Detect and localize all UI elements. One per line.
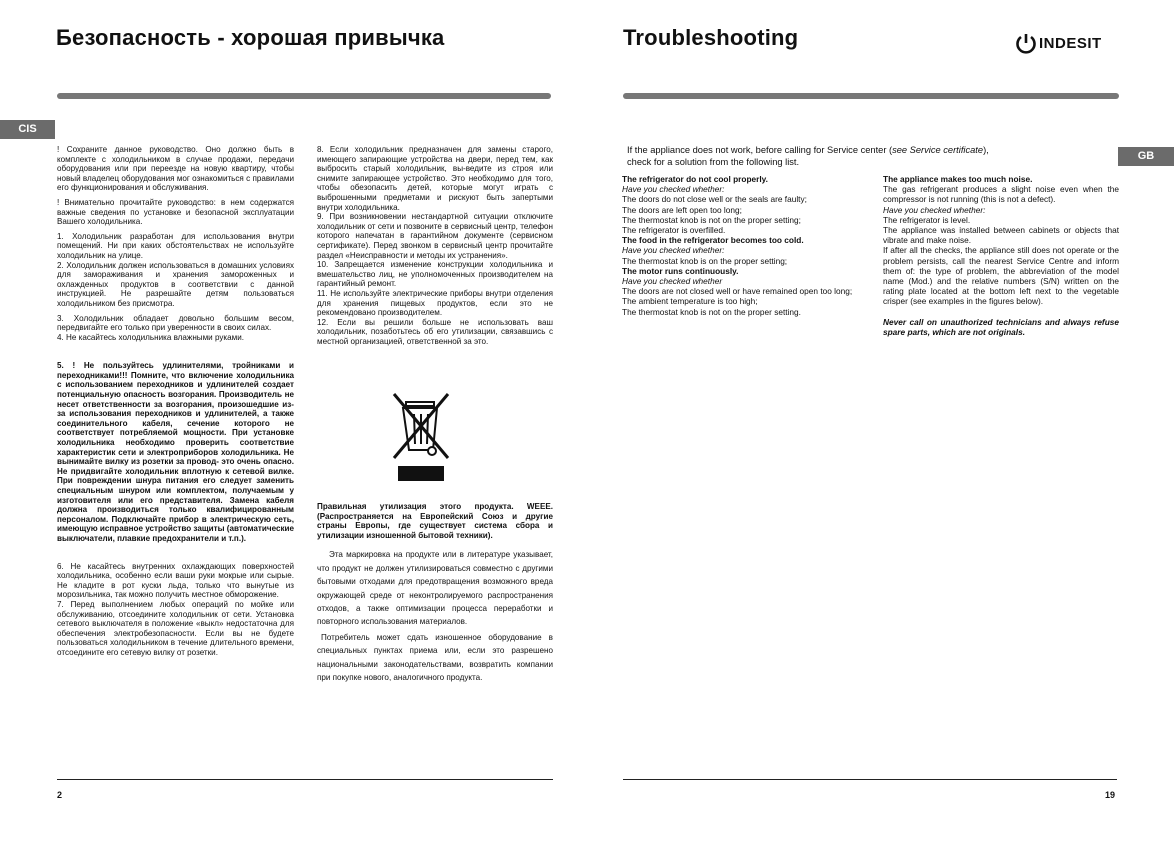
problem-heading: The appliance makes too much noise. [883,174,1033,184]
checklist-intro: Have you checked whether: [622,245,725,256]
weee-section [317,502,553,689]
check-item: The doors are not closed well or have remained open too long; [622,286,853,297]
troubleshooting-column-2 [883,174,1119,337]
paragraph-keep-manual: ! Сохраните данное руководство. Оно должно быть в комплекте с холодильником в случае продажи, передачи оборудования или при переезде на новую квартиру, чтобы новый владелец оборудования мог ознакомиться с правилами его функционирования и обслуживания. [57,145,294,193]
page-number-left: 2 [57,790,63,800]
paragraph-items-3-4: 3. Холодильник обладает довольно большим весом, передвигайте его только при уверенности в своих силах. 4. Не касайтесь холодильника влажными руками. [57,313,294,342]
check-item: The refrigerator is overfilled. [622,225,726,236]
crossed-out-wheelie-bin-icon [390,390,452,482]
check-item: The ambient temperature is too high; [622,296,758,307]
paragraph-items-8-12: 8. Если холодильник предназначен для замены старого, имеющего запирающие устройства на двери, перед тем, как выбросить старый холодильник, вы-ведите из строя или снимите запирающее устройство. Это необходимо для того, чтобы обезопасить детей, которые могут играть с выброшенными предметами и рискуют быть запертыми внутри холодильника. 9. При возникновении нестандартной ситуации отключите холодильник от сети и позвоните в сервисный центр, телефон которого напечатан в гарантийном документе (сервисном сертификате). Перед звонком в сервисный центр прочитайте раздел «Неисправности и методы их устранения». 10. Запрещается изменение конструкции холодильника и вмешательство лиц, не уполномоченных производителем на гарантийный ремонт. 11. Не используйте электрические приборы внутри отделения для хранения пищевых продуктов, если это не рекомендовано производителем. 12. Если вы решили больше не использовать ваш холодильник, позаботьтесь об его утилизации, связавшись с местной организацией, ответственной за это. [317,145,553,346]
footer-rule-left [57,779,553,780]
footer-rule-right [623,779,1117,780]
checklist-intro: Have you checked whether: [622,184,725,195]
troubleshooting-column-1 [622,174,858,317]
check-item: The gas refrigerant produces a slight noise even when the compressor is not running (this is not a defect). [883,184,1119,205]
check-item: The thermostat knob is not on the proper setting; [622,214,801,225]
left-column-2 [317,145,553,351]
page-title-right: Troubleshooting [623,25,799,50]
problem-heading: The refrigerator do not cool properly. [622,174,768,184]
left-column-1 [57,145,294,663]
paragraph-item-5-warning: 5. ! Не пользуйтесь удлинителями, тройниками и переходниками!!! Помните, что включение холодильника с использованием переходников и удлинителей создает потенциальную опасность возгорания. Производитель не несет ответственности за возгорания, произошедшие из-за использования переходников и удлинителей, а также соединительного кабеля, сечение которого не соответствует потребляемой мощности. При установке холодильника необходимо проверить соответствие характеристик сети и электроприборов холодильника. Не вынимайте вилку из розетки за провод- это очень опасно. Не придвигайте холодильник вплотную к сетевой вилке. При повреждении шнура питания его следует заменить специальным шнуром или комплектом, получаемым у изготовителя или его представителя. Замена кабеля должна производиться только квалифицированным персоналом. Подключайте прибор в электрическую сеть, имеющую исправное устройство защиты (автоматические выключатели, плавкие предохранители и т.п.). [57,361,294,543]
weee-heading: Правильная утилизация этого продукта. WEEE. (Распространяется на Европейский Союз и другие страны Европы, где существует система сбора и утилизации изношенной бытовой техники). [317,502,553,540]
check-item: The refrigerator is level. [883,214,971,225]
brand-name: INDESIT [1039,34,1102,52]
intro-line-1: If the appliance does not work, before calling for Service center (see Service certificate), [627,145,989,155]
check-item: The doors do not close well or the seals are faulty; [622,194,807,205]
check-item: The appliance was installed between cabinets or objects that vibrate and make noise. [883,225,1119,246]
intro-line-2: check for a solution from the following list. [627,156,800,167]
check-item: If after all the checks, the appliance still does not operate or the problem persists, call the nearest Service Centre and inform them of: the type of problem, the abbreviation of the model name (Mod.) and the relative numbers (S/N) written on the rating plate located at the bottom left next to the vegetable crisper (see examples in the figures below). [883,245,1119,307]
check-item: The thermostat knob is on the proper setting; [622,255,788,266]
page-number-right: 19 [1105,790,1116,800]
checklist-intro: Have you checked whether: [883,204,986,215]
weee-paragraph-2: Потребитель может сдать изношенное оборудование в специальных пунктах приема или, если это разрешено национальными законодательствами, возвратить компании при покупке нового, аналогичного продукта. [317,632,553,683]
paragraph-items-6-7: 6. Не касайтесь внутренних охлаждающих поверхностей холодильника, особенно если ваши руки мокрые или сырые. Не кладите в рот куски льда, только что вынутые из морозильника, так можно получить местное обморожение. 7. Перед выполнением любых операций по мойке или обслуживанию, отсоедините холодильник от сети. Установка сетевого выключателя в положение «выкл» недостаточна для обеспечения электробезопасности. Если вы не будете пользоваться холодильником в течение длительного времени, отсоедините его сетевую вилку от розетки. [57,561,294,657]
warning-note: Never call on unauthorized technicians and always refuse spare parts, which are not originals. [883,316,1119,337]
title-divider-right [623,93,1119,99]
check-item: The doors are left open too long; [622,204,742,215]
paragraph-read-manual: ! Внимательно прочитайте руководство: в нем содержатся важные сведения по установке и безопасной эксплуатации Вашего холодильника. [57,197,294,227]
weee-paragraph-1: Эта маркировка на продукте или в литературе указывает, что продукт не должен утилизироваться совместно с другими бытовыми отходами для предотвращения возможного вреда окружающей среде от неконтролируемого распространения отходов, а также оптимизации процесса переработки и повторного использования материалов. [317,550,553,627]
intro-text [627,145,1107,168]
indesit-power-logo-icon [1015,32,1037,54]
spacer [883,307,1119,317]
section-tag-gb: GB [1118,147,1174,166]
problem-heading: The motor runs continuously. [622,265,739,276]
check-item: The thermostat knob is not on the proper setting. [622,306,801,317]
section-tag-cis: CIS [0,120,55,139]
problem-heading: The food in the refrigerator becomes too cold. [622,235,804,246]
title-divider-left [57,93,551,99]
checklist-intro: Have you checked whether [622,276,723,287]
brand-logo [1015,32,1102,54]
paragraph-items-1-2: 1. Холодильник разработан для использования внутри помещений. Ни при каких обстоятельствах не используйте холодильник на улице. 2. Холодильник должен использоваться в домашних условиях для замораживания и хранения замороженных и охлажденных продуктов в соответствии с данной инструкцией. Не разрешайте детям пользоваться холодильником без присмотра. [57,231,294,308]
page-title-left: Безопасность - хорошая привычка [56,25,445,50]
